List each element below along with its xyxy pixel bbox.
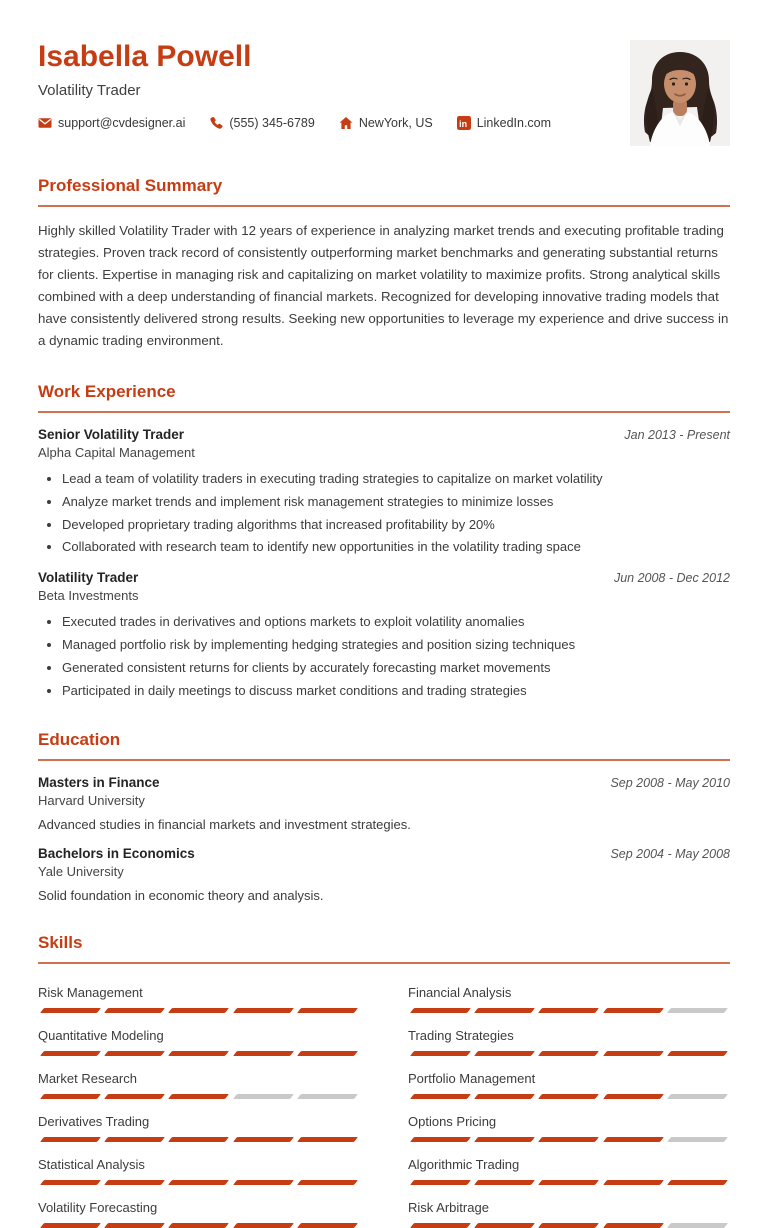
skill-bar-segment	[168, 1223, 229, 1228]
education-school: Yale University	[38, 864, 124, 880]
education-description: Solid foundation in economic theory and analysis.	[38, 888, 324, 904]
skill-bar-segment	[233, 1137, 294, 1142]
skill-bar-segment	[603, 1008, 664, 1013]
skill-bar-segment	[40, 1137, 101, 1142]
skill-bar-segment	[104, 1051, 165, 1056]
job-bullet: • Executed trades in derivatives and options markets to exploit volatility anomalies	[62, 613, 730, 631]
contact-text: (555) 345-6789	[229, 115, 315, 130]
skill-item	[408, 985, 730, 1013]
skill-name: Options Pricing	[408, 1114, 497, 1130]
linkedin-icon	[457, 116, 471, 130]
skill-bar-segment	[410, 1094, 471, 1099]
skill-name: Portfolio Management	[408, 1071, 536, 1087]
skill-bar-segment	[474, 1008, 535, 1013]
skill-bar-segment	[40, 1223, 101, 1228]
section-divider	[38, 962, 730, 964]
skill-level-bar	[38, 1051, 360, 1056]
phone-icon	[209, 116, 223, 130]
skills-column-right	[408, 970, 730, 1228]
skill-bar-segment	[104, 1094, 165, 1099]
skill-bar-segment	[410, 1223, 471, 1228]
skill-level-bar	[408, 1051, 730, 1056]
job-bullet-list	[38, 613, 730, 700]
person-job-title: Volatility Trader	[38, 81, 141, 99]
skill-bar-segment	[233, 1051, 294, 1056]
summary-text: Highly skilled Volatility Trader with 12 years of experience in analyzing market trends and executing profitable trading strategies. Proven track record of consistently outperforming market benchmarks and generating substantial returns for clients. Expertise in managing risk and capitalizing on market volatility to maximize profits. Strong analytical skills combined with a deep understanding of financial markets. Recognized for developing innovative trading models that have consistently delivered strong results. Seeking new opportunities to leverage my experience and drive success in a dynamic trading environment.	[38, 223, 729, 348]
skill-bar-segment	[104, 1008, 165, 1013]
section-skills	[38, 933, 730, 1228]
skill-bar-segment	[297, 1051, 358, 1056]
skill-name: Trading Strategies	[408, 1028, 514, 1044]
skill-bar-segment	[538, 1051, 599, 1056]
education-description: Advanced studies in financial markets and investment strategies.	[38, 817, 411, 833]
skill-name: Market Research	[38, 1071, 137, 1087]
job-header	[38, 427, 730, 442]
education-list	[38, 775, 730, 903]
job-dates: Jun 2008 - Dec 2012	[613, 571, 730, 586]
skill-bar-segment	[603, 1094, 664, 1099]
skill-name: Algorithmic Trading	[408, 1157, 520, 1173]
skill-bar-segment	[538, 1094, 599, 1099]
skill-bar-segment	[667, 1094, 728, 1099]
skill-bar-segment	[40, 1051, 101, 1056]
skill-level-bar	[38, 1180, 360, 1185]
skill-bar-segment	[474, 1180, 535, 1185]
skill-bar-segment	[104, 1223, 165, 1228]
skill-bar-segment	[667, 1137, 728, 1142]
education-dates: Sep 2004 - May 2008	[610, 847, 730, 862]
skill-bar-segment	[104, 1180, 165, 1185]
skill-bar-segment	[168, 1094, 229, 1099]
job-bullet: • Generated consistent returns for clients by accurately forecasting market movements	[62, 659, 730, 677]
job-bullet: • Managed portfolio risk by implementing hedging strategies and position sizing techniques	[62, 636, 730, 654]
education-entry	[38, 846, 730, 903]
skill-bar-segment	[538, 1137, 599, 1142]
skill-name: Derivatives Trading	[38, 1114, 150, 1130]
job-bullet: • Developed proprietary trading algorithms that increased profitability by 20%	[62, 516, 730, 534]
skill-name: Risk Management	[38, 985, 143, 1001]
skill-bar-segment	[474, 1051, 535, 1056]
skill-bar-segment	[667, 1223, 728, 1228]
job-entry	[38, 427, 730, 557]
profile-photo	[630, 40, 730, 146]
section-summary	[38, 176, 730, 352]
skill-bar-segment	[233, 1094, 294, 1099]
skill-item	[38, 1157, 360, 1185]
skill-name: Volatility Forecasting	[38, 1200, 158, 1216]
skill-item	[38, 985, 360, 1013]
skill-bar-segment	[168, 1051, 229, 1056]
skill-bar-segment	[297, 1180, 358, 1185]
skill-bar-segment	[538, 1223, 599, 1228]
work-heading: Work Experience	[38, 381, 176, 401]
contact-text: NewYork, US	[358, 115, 433, 130]
skill-bar-segment	[168, 1137, 229, 1142]
education-entry	[38, 775, 730, 832]
skill-item	[408, 1028, 730, 1056]
job-title: Volatility Trader	[38, 570, 139, 586]
skill-bar-segment	[538, 1008, 599, 1013]
job-list	[38, 427, 730, 701]
education-school: Harvard University	[38, 793, 145, 809]
skill-bar-segment	[40, 1008, 101, 1013]
skill-bar-segment	[474, 1223, 535, 1228]
section-divider	[38, 411, 730, 413]
education-heading: Education	[38, 730, 121, 750]
skill-bar-segment	[233, 1180, 294, 1185]
skill-name: Risk Arbitrage	[408, 1200, 489, 1216]
skill-bar-segment	[410, 1137, 471, 1142]
skill-bar-segment	[40, 1180, 101, 1185]
skill-item	[38, 1114, 360, 1142]
job-company: Beta Investments	[38, 588, 139, 604]
skill-bar-segment	[233, 1223, 294, 1228]
education-degree: Bachelors in Economics	[38, 846, 195, 862]
skill-bar-segment	[297, 1008, 358, 1013]
skill-level-bar	[38, 1223, 360, 1228]
contact-item-email[interactable]	[38, 116, 185, 130]
skill-level-bar	[408, 1180, 730, 1185]
skill-name: Quantitative Modeling	[38, 1028, 164, 1044]
section-education	[38, 730, 730, 903]
skill-level-bar	[408, 1008, 730, 1013]
section-divider	[38, 759, 730, 761]
skill-bar-segment	[233, 1008, 294, 1013]
skill-bar-segment	[297, 1137, 358, 1142]
skills-column-left	[38, 970, 360, 1228]
skill-bar-segment	[474, 1094, 535, 1099]
skill-item	[38, 1028, 360, 1056]
skill-name: Statistical Analysis	[38, 1157, 145, 1173]
skill-bar-segment	[603, 1223, 664, 1228]
skill-bar-segment	[410, 1008, 471, 1013]
job-entry	[38, 570, 730, 700]
skill-item	[38, 1200, 360, 1228]
skill-bar-segment	[168, 1008, 229, 1013]
skill-item	[408, 1114, 730, 1142]
skill-bar-segment	[297, 1223, 358, 1228]
job-bullet: • Participated in daily meetings to discuss market conditions and trading strategies	[62, 682, 730, 700]
job-title: Senior Volatility Trader	[38, 426, 185, 442]
skill-level-bar	[408, 1137, 730, 1142]
job-dates: Jan 2013 - Present	[624, 427, 730, 442]
svg-text:in: in	[458, 118, 467, 129]
contact-text: LinkedIn.com	[476, 115, 552, 130]
skills-heading: Skills	[38, 933, 83, 953]
header	[38, 40, 730, 146]
skill-bar-segment	[667, 1180, 728, 1185]
skill-bar-segment	[104, 1137, 165, 1142]
email-icon	[38, 116, 52, 130]
contact-row	[38, 116, 551, 130]
skill-level-bar	[38, 1008, 360, 1013]
summary-heading: Professional Summary	[38, 176, 223, 195]
contact-item-home[interactable]	[339, 116, 433, 130]
contact-text: support@cvdesigner.ai	[58, 115, 186, 130]
skill-bar-segment	[297, 1094, 358, 1099]
skill-bar-segment	[474, 1137, 535, 1142]
contact-item-linkedin[interactable]	[457, 116, 551, 130]
education-degree: Masters in Finance	[38, 775, 160, 791]
person-name: Isabella Powell	[38, 40, 252, 73]
job-header	[38, 570, 730, 585]
skill-level-bar	[408, 1094, 730, 1099]
section-divider	[38, 205, 730, 207]
education-header	[38, 846, 730, 861]
skill-bar-segment	[538, 1180, 599, 1185]
job-bullet: • Analyze market trends and implement risk management strategies to minimize losses	[62, 493, 730, 511]
skill-item	[408, 1157, 730, 1185]
skill-bar-segment	[40, 1094, 101, 1099]
home-icon	[339, 116, 353, 130]
skill-bar-segment	[603, 1137, 664, 1142]
skill-bar-segment	[667, 1051, 728, 1056]
contact-item-phone[interactable]	[209, 116, 314, 130]
job-bullet-list	[38, 470, 730, 557]
skill-name: Financial Analysis	[408, 985, 512, 1001]
skill-bar-segment	[410, 1180, 471, 1185]
job-bullet: • Lead a team of volatility traders in executing trading strategies to capitalize on market volatility	[62, 470, 730, 488]
skill-bar-segment	[667, 1008, 728, 1013]
header-text	[38, 40, 551, 130]
skill-bar-segment	[603, 1051, 664, 1056]
education-header	[38, 775, 730, 790]
skill-level-bar	[38, 1137, 360, 1142]
skill-level-bar	[408, 1223, 730, 1228]
skill-bar-segment	[410, 1051, 471, 1056]
skill-item	[408, 1200, 730, 1228]
skill-item	[408, 1071, 730, 1099]
education-dates: Sep 2008 - May 2010	[610, 776, 730, 791]
section-work-experience	[38, 382, 730, 701]
skill-bar-segment	[168, 1180, 229, 1185]
job-company: Alpha Capital Management	[38, 444, 195, 460]
job-bullet: • Collaborated with research team to identify new opportunities in the volatility trading space	[62, 538, 730, 556]
skill-bar-segment	[603, 1180, 664, 1185]
portrait-illustration	[630, 40, 730, 146]
skill-item	[38, 1071, 360, 1099]
skills-grid	[38, 970, 730, 1228]
skill-level-bar	[38, 1094, 360, 1099]
